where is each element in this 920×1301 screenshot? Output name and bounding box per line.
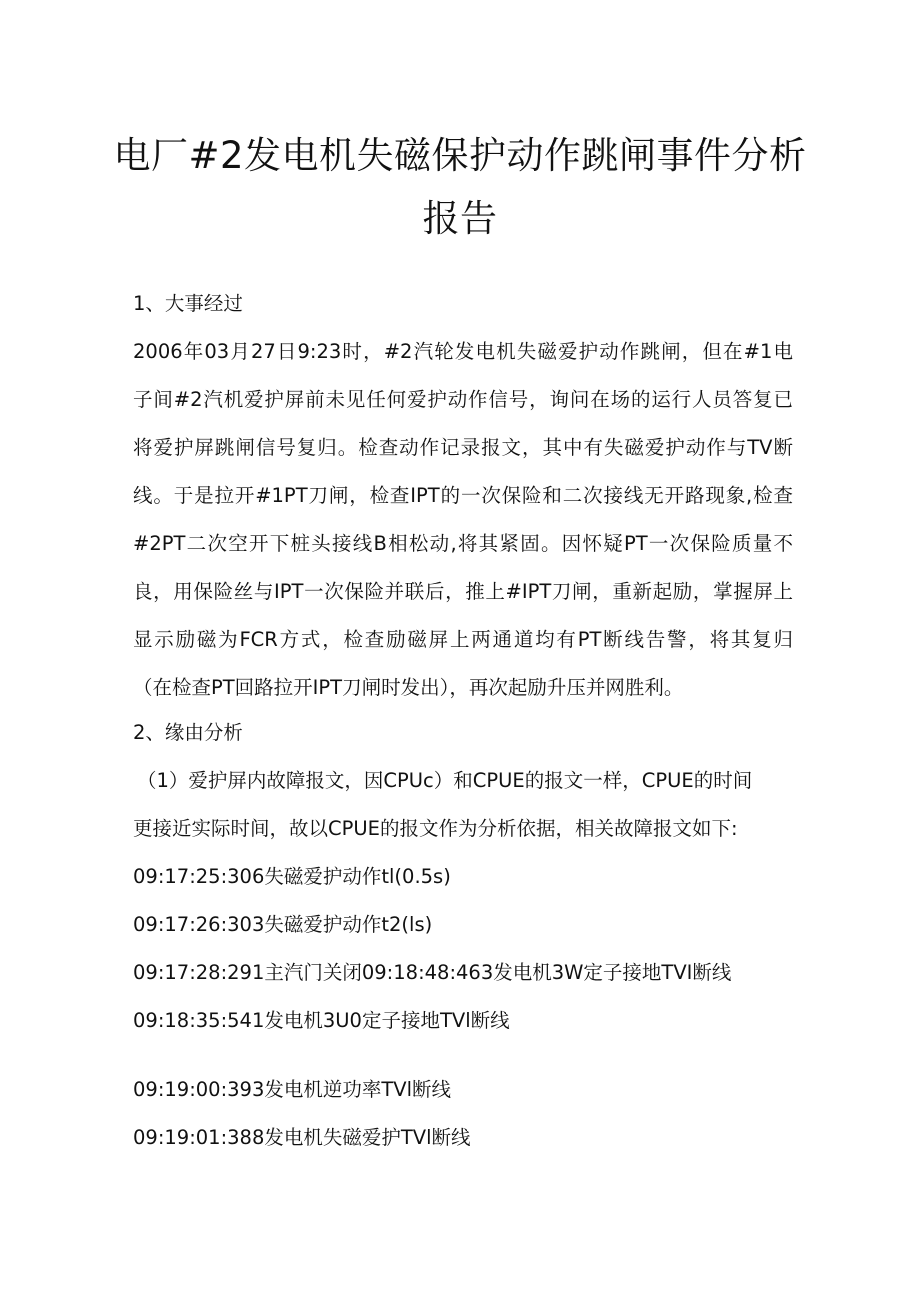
paragraph-line: （1）爱护屏内故障报文，因CPUc）和CPUE的报文一样，CPUE的时间 <box>137 769 753 792</box>
section-1-paragraph <box>133 328 793 712</box>
paragraph-line: 2006年03月27日9:23时，#2汽轮发电机失磁爱护动作跳闸，但在#1电 <box>133 340 793 363</box>
fault-log-entry: 09:19:00:393发电机逆功率TVl断线 <box>133 1078 452 1101</box>
paragraph-line: （在检查PT回路拉开IPT刀闸时发出），再次起励升压并网胜利。 <box>133 676 684 699</box>
paragraph-line: 良，用保险丝与IPT一次保险并联后，推上#IPT刀闸，重新起励，掌握屏上 <box>133 580 793 603</box>
paragraph-line: 线。于是拉开#1PT刀闸，检查IPT的一次保险和二次接线无开路现象,检查 <box>133 484 793 507</box>
document-title-line-2: 报告 <box>422 197 498 240</box>
section-1-heading: 1、大事经过 <box>133 292 243 315</box>
paragraph-line: #2PT二次空开下桩头接线B相松动,将其紧固。因怀疑PT一次保险质量不 <box>133 532 793 555</box>
section-2-paragraph <box>133 757 793 853</box>
fault-log-entry: 09:17:28:291主汽门关闭09:18:48:463发电机3W定子接地TVI断线 <box>133 961 732 984</box>
fault-log-entry: 09:19:01:388发电机失磁爱护TVl断线 <box>133 1126 471 1149</box>
paragraph-line: 将爱护屏跳闸信号复归。检查动作记录报文，其中有失磁爱护动作与TV断 <box>133 436 793 459</box>
paragraph-line: 子间#2汽机爱护屏前未见任何爱护动作信号，询问在场的运行人员答复已 <box>133 388 793 411</box>
fault-log-entry: 09:17:26:303失磁爱护动作t2(ls) <box>133 913 433 936</box>
paragraph-line: 显示励磁为FCR方式，检查励磁屏上两通道均有PT断线告警，将其复归 <box>133 628 793 651</box>
fault-log-entry: 09:18:35:541发电机3U0定子接地TVl断线 <box>133 1009 510 1032</box>
fault-log-entry: 09:17:25:306失磁爱护动作tl(0.5s) <box>133 865 451 888</box>
paragraph-line: 更接近实际时间，故以CPUE的报文作为分析依据，相关故障报文如下: <box>133 817 738 840</box>
document-title-line-1: 电厂#2发电机失磁保护动作跳闸事件分析 <box>113 134 807 177</box>
section-2-heading: 2、缘由分析 <box>133 721 243 744</box>
